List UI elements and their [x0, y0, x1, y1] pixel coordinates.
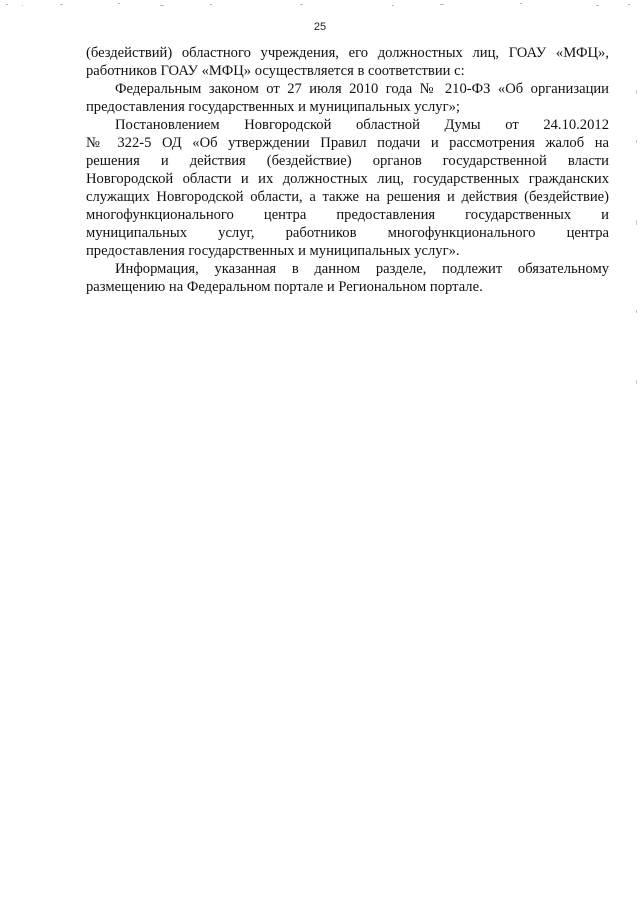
- text-line: размещению на Федеральном портале и Региональном портале.: [86, 279, 483, 295]
- text-line: служащих Новгородской области, а также на решения и действия (бездействие): [86, 189, 609, 205]
- text-line: предоставления государственных и муниципальных услуг»;: [86, 99, 460, 115]
- scan-artifact-right-edge: [635, 80, 638, 400]
- scan-artifact-top: [0, 2, 640, 8]
- text-line: Информация, указанная в данном разделе, подлежит обязательному: [115, 261, 609, 277]
- text-line: Федеральным законом от 27 июля 2010 года № 210-ФЗ «Об организации: [115, 81, 609, 97]
- document-body: [86, 44, 609, 296]
- text-line: Постановлением Новгородской областной Думы от 24.10.2012: [115, 117, 609, 133]
- text-line: (бездействий) областного учреждения, его должностных лиц, ГОАУ «МФЦ»,: [86, 45, 609, 61]
- text-line: работников ГОАУ «МФЦ» осуществляется в соответствии с:: [86, 63, 465, 79]
- text-line: многофункционального центра предоставления государственных и: [86, 207, 609, 223]
- text-line: Новгородской области и их должностных лиц, государственных гражданских: [86, 171, 609, 187]
- text-line: решения и действия (бездействие) органов государственной власти: [86, 153, 609, 169]
- text-line: муниципальных услуг, работников многофункционального центра: [86, 225, 609, 241]
- text-line: предоставления государственных и муниципальных услуг».: [86, 243, 460, 259]
- text-line: № 322-5 ОД «Об утверждении Правил подачи и рассмотрения жалоб на: [86, 135, 609, 151]
- page-number: 25: [313, 21, 327, 33]
